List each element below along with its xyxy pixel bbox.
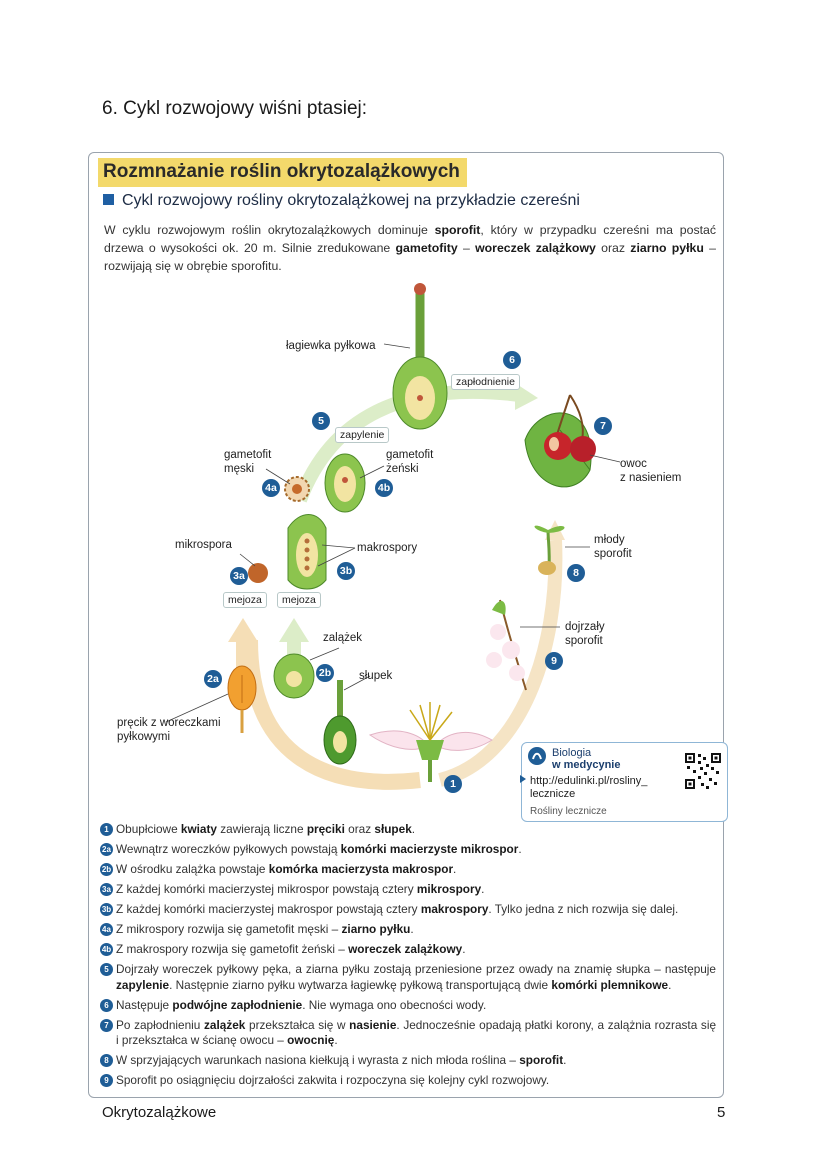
label-pistil: słupek xyxy=(359,670,393,682)
footer-chapter: Okrytozalążkowe xyxy=(102,1104,217,1121)
step-number-badge: 2a xyxy=(100,843,113,856)
section-banner: Rozmnażanie roślin okrytozalążkowych xyxy=(98,158,467,187)
step-item: 9 Sporofit po osiągnięciu dojrzałości zakwita i rozpoczyna się kolejny cykl rozwojowy. xyxy=(100,1073,716,1089)
step-number-badge: 4a xyxy=(100,923,113,936)
badge-2b: 2b xyxy=(316,664,334,682)
step-item: 7 Po zapłodnieniu zalążek przekształca się w nasienie. Jednocześnie opadają płatki korony, a zalążnia rozrasta się i przekształca w ścianę owocu – owocnię. xyxy=(100,1018,716,1049)
step-item: 5 Dojrzały woreczek pyłkowy pęka, a ziarna pyłku zostają przeniesione przez owady na znamię słupka – następuje zapylenie. Następnie ziarno pyłku wytwarza łagiewkę pyłkową transportującą dwie komórki plemnikowe. xyxy=(100,962,716,993)
badge-2a: 2a xyxy=(204,670,222,688)
label-meiosis-right: mejoza xyxy=(277,592,321,608)
step-item: 2a Wewnątrz woreczków pyłkowych powstają komórki macierzyste mikrospor. xyxy=(100,842,716,858)
label-young-sporophyte: młody sporofit xyxy=(594,534,632,560)
info-box-subtitle: w medycynie xyxy=(552,759,621,771)
step-number-badge: 5 xyxy=(100,963,113,976)
step-number-badge: 9 xyxy=(100,1074,113,1087)
step-number-badge: 8 xyxy=(100,1054,113,1067)
step-item: 4b Z makrospory rozwija się gametofit żeński – woreczek zalążkowy. xyxy=(101,942,466,956)
badge-9: 9 xyxy=(545,652,563,670)
step-number-badge: 7 xyxy=(100,1019,113,1032)
label-fruit: owoc z nasieniem xyxy=(620,458,682,484)
badge-6: 6 xyxy=(503,351,521,369)
qr-code-icon[interactable] xyxy=(684,752,722,790)
info-box-link[interactable]: http://edulinki.pl/rosliny_ lecznicze xyxy=(530,775,648,800)
badge-4b: 4b xyxy=(375,479,393,497)
label-mature-sporophyte: dojrzały sporofit xyxy=(565,621,605,647)
subheading-text: Cykl rozwojowy rośliny okrytozalążkowej na przykładzie czereśni xyxy=(122,192,580,209)
info-box-title: Biologia xyxy=(552,747,592,759)
info-box-caption: Rośliny lecznicze xyxy=(530,806,607,817)
badge-1: 1 xyxy=(444,775,462,793)
badge-8: 8 xyxy=(567,564,585,582)
label-female-gametophyte: gametofit żeński xyxy=(386,449,434,475)
steps-list xyxy=(100,822,716,1093)
step-item: 8 W sprzyjających warunkach nasiona kiełkują i wyrasta z nich młoda roślina – sporofit. xyxy=(100,1053,716,1069)
page-number: 5 xyxy=(717,1104,726,1121)
step-item: 6 Następuje podwójne zapłodnienie. Nie wymaga ono obecności wody. xyxy=(100,998,716,1014)
label-pollen-tube: łagiewka pyłkowa xyxy=(286,340,376,352)
step-number-badge: 3b xyxy=(101,905,112,914)
label-fertilization: zapłodnienie xyxy=(451,374,520,390)
step-item: 3b Z każdej komórki macierzystej makrospor powstają cztery makrospory. Tylko jedna z nich rozwija się dalej. xyxy=(101,902,679,916)
arrow-up-icon xyxy=(228,618,258,642)
arrow-up-icon xyxy=(279,618,309,642)
step-item: 1 Obupłciowe kwiaty zawierają liczne pręciki oraz słupek. xyxy=(100,822,716,838)
label-macrospores: makrospory xyxy=(357,542,418,554)
label-pollination: zapylenie xyxy=(335,427,389,443)
label-microspore: mikrospora xyxy=(175,539,232,551)
step-number-badge: 6 xyxy=(100,999,113,1012)
intro-paragraph: W cyklu rozwojowym roślin okrytozalążkowych dominuje sporofit, który w przypadku czereśni ma postać drzewa o wysokości ok. 20 m. Silnie zredukowane gametofity – woreczek zalążkowy oraz ziarno pyłku – rozwijają się w obrębie sporofitu. xyxy=(104,223,716,273)
badge-4a: 4a xyxy=(262,479,280,497)
label-stamen: pręcik z woreczkami pyłkowymi xyxy=(117,717,221,743)
label-ovule: zalążek xyxy=(323,632,362,644)
step-item: 3a Z każdej komórki macierzystej mikrospor powstają cztery mikrospory. xyxy=(100,882,716,898)
badge-7: 7 xyxy=(594,417,612,435)
label-male-gametophyte: gametofit męski xyxy=(224,449,272,475)
badge-3b: 3b xyxy=(337,562,355,580)
label-meiosis-left: mejoza xyxy=(223,592,267,608)
triangle-bullet-icon xyxy=(520,775,526,783)
step-number-badge: 3a xyxy=(100,883,113,896)
page-title: 6. Cykl rozwojowy wiśni ptasiej: xyxy=(102,98,368,119)
step-number-badge: 4b xyxy=(101,945,112,954)
step-number-badge: 2b xyxy=(101,865,112,874)
badge-5: 5 xyxy=(312,412,330,430)
step-item: 4a Z mikrospory rozwija się gametofit męski – ziarno pyłku. xyxy=(100,922,716,938)
step-number-badge: 1 xyxy=(100,823,113,836)
step-item: 2b W ośrodku zalążka powstaje komórka macierzysta makrospor. xyxy=(101,862,457,876)
badge-3a: 3a xyxy=(230,567,248,585)
medicine-logo-icon xyxy=(527,746,547,766)
